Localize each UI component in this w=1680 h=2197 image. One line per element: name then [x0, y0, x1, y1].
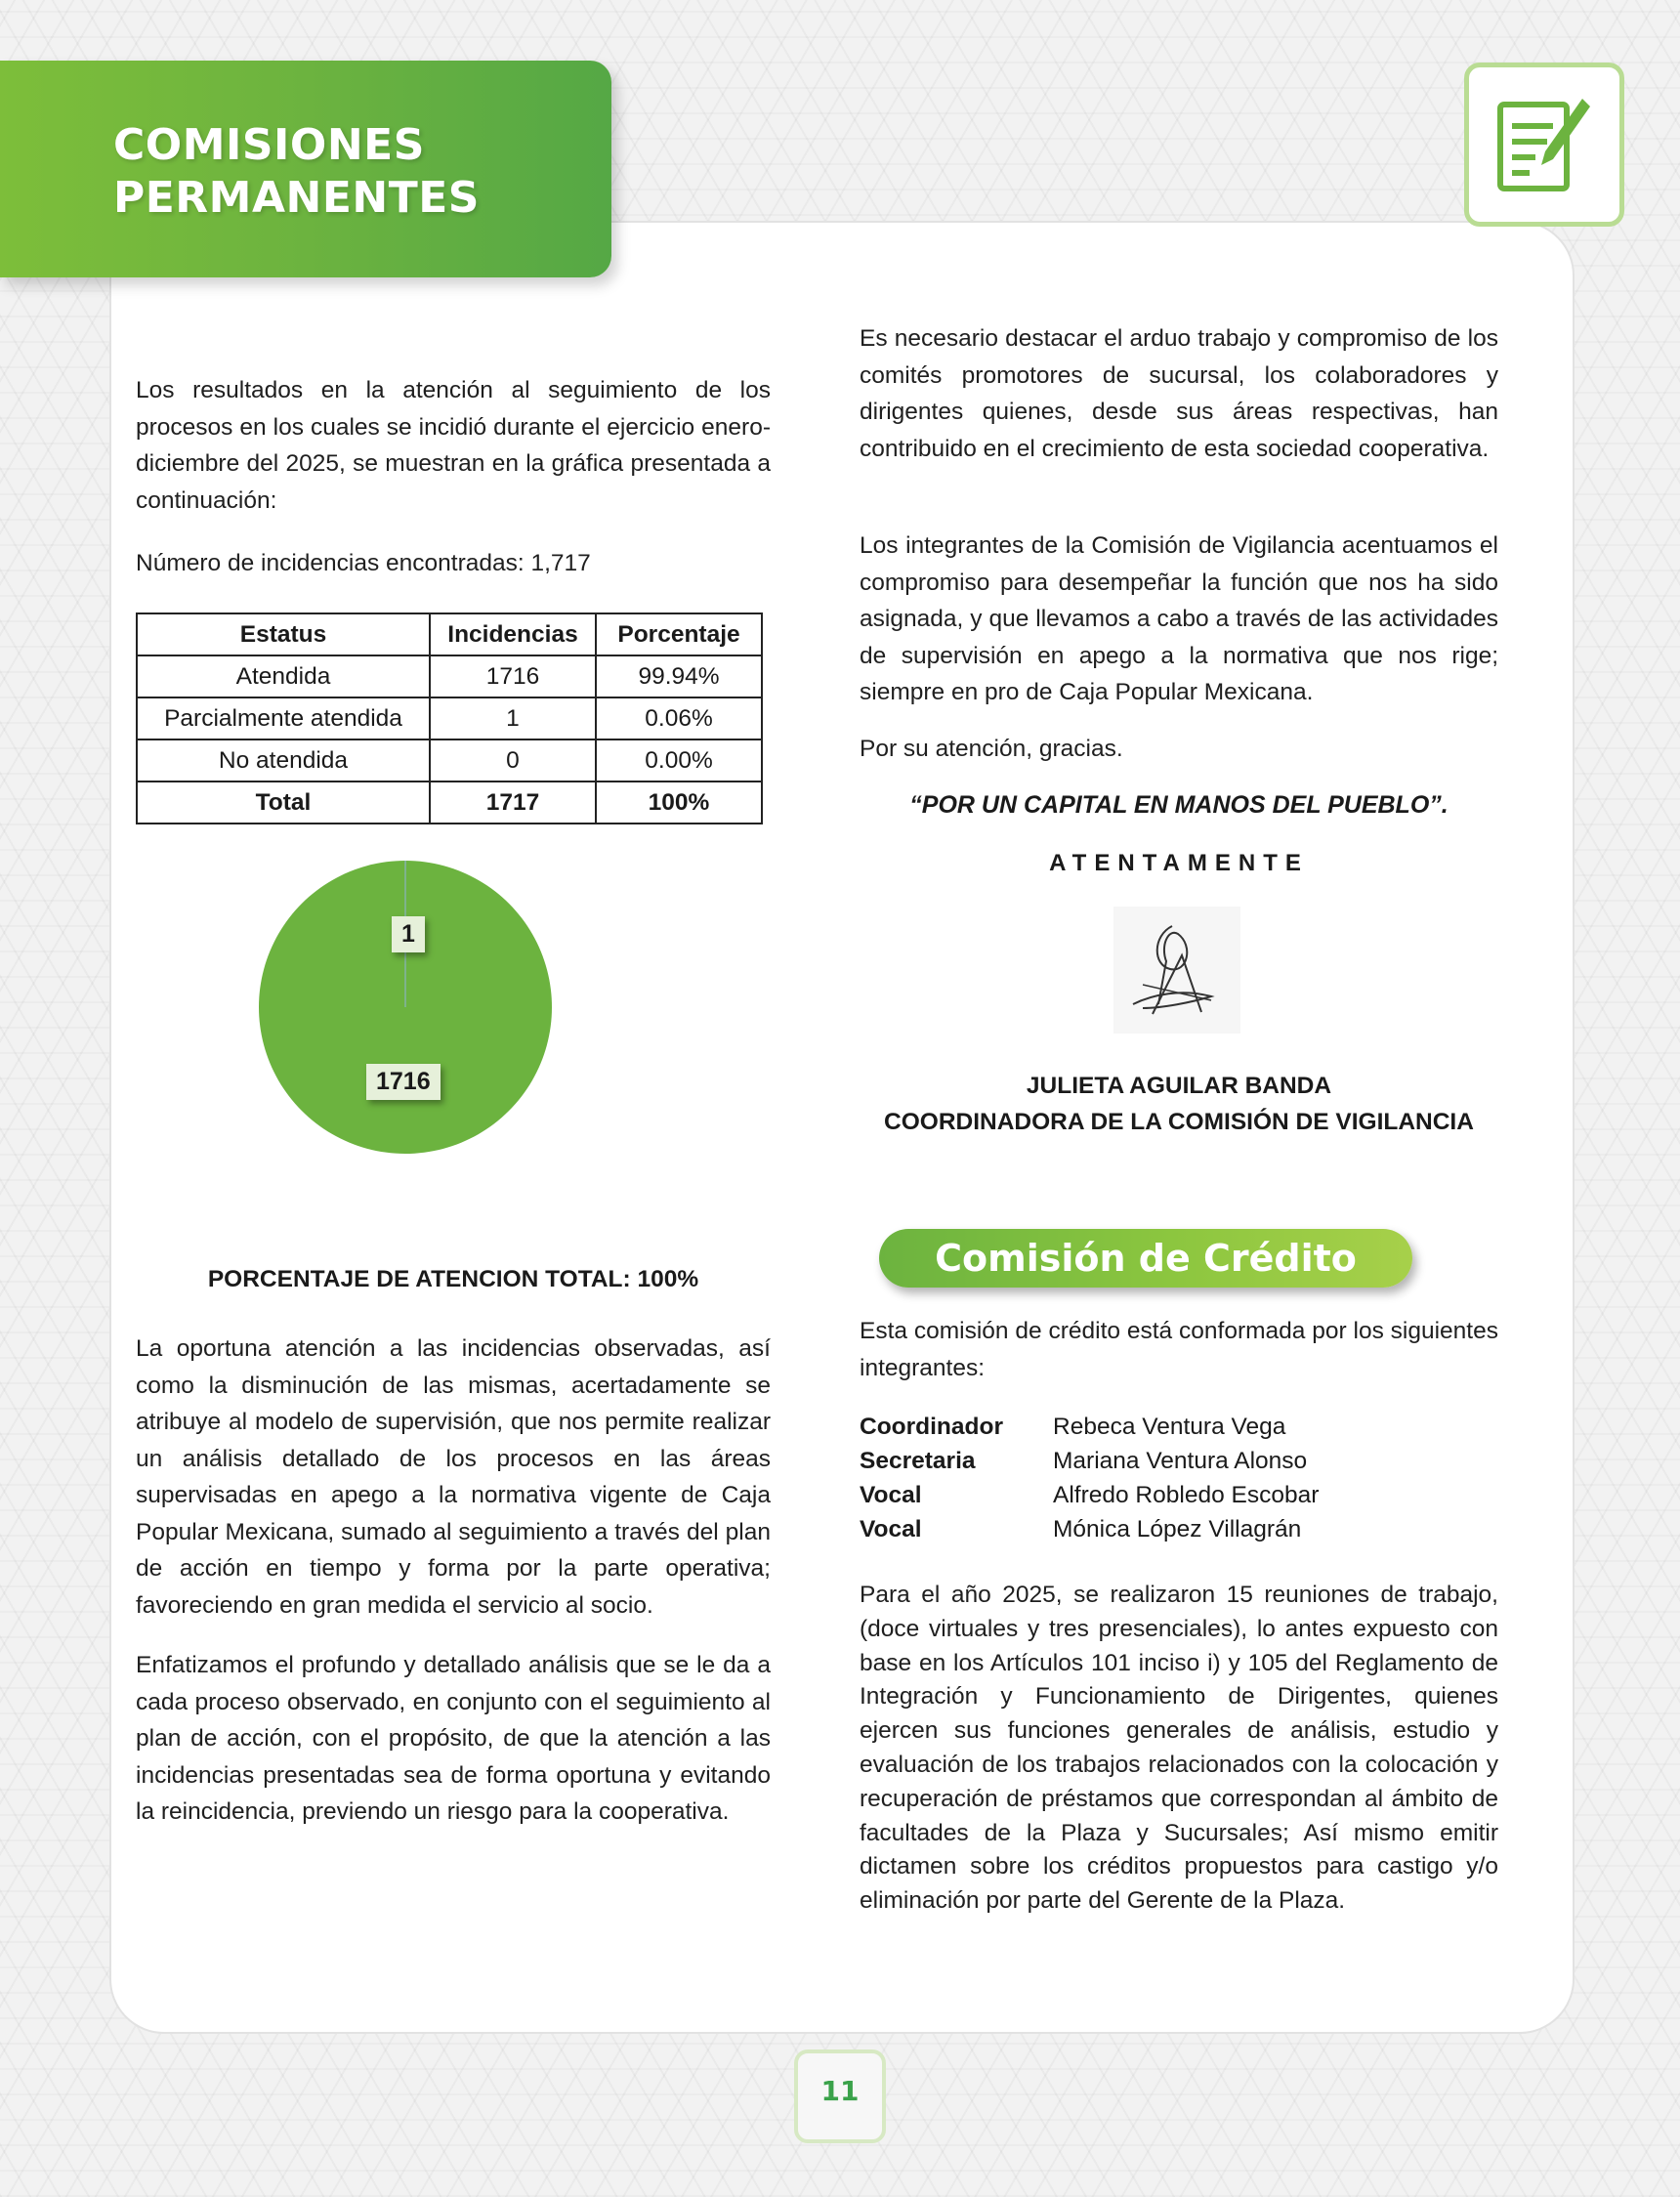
member-row — [860, 1410, 1319, 1444]
cell-status: Atendida — [137, 655, 430, 697]
cell-total-percentage: 100% — [596, 782, 762, 824]
page-number: 11 — [820, 2075, 860, 2107]
member-role: Secretaria — [860, 1448, 976, 1474]
right-paragraph-1: Es necesario destacar el arduo trabajo y compromiso de los comités promotores de sucursal, los colaboradores y dirigentes quienes, desde sus áreas respectivas, han contribuido en el crecimiento de esta sociedad cooperativa. — [860, 325, 1498, 462]
cell-incidences: 1716 — [430, 655, 596, 697]
member-role: Vocal — [860, 1482, 922, 1508]
signer-name: JULIETA AGUILAR BANDA — [1026, 1073, 1332, 1099]
header-incidences: Incidencias — [430, 613, 596, 655]
cell-total-incidences: 1717 — [430, 782, 596, 824]
member-role: Coordinador — [860, 1414, 1003, 1440]
page-title: COMISIONES PERMANENTES — [113, 120, 480, 223]
cell-percentage: 0.00% — [596, 739, 762, 782]
signer-block — [860, 1068, 1498, 1140]
table-row — [137, 697, 762, 739]
table-row — [137, 739, 762, 782]
credit-intro: Esta comisión de crédito está conformada por los siguientes integrantes: — [860, 1318, 1498, 1381]
intro-paragraph: Los resultados en la atención al seguimiento de los procesos en los cuales se incidió durante el ejercicio enero-diciembre del 2025, se muestran en la gráfica presentada a continuación: — [136, 377, 771, 514]
member-name: Mónica López Villagrán — [1053, 1516, 1302, 1542]
pie-label-attended: 1716 — [366, 1064, 441, 1100]
member-name: Rebeca Ventura Vega — [1053, 1414, 1286, 1440]
member-row — [860, 1512, 1319, 1546]
cell-status: Parcialmente atendida — [137, 697, 430, 739]
table-row — [137, 655, 762, 697]
signature-image — [1113, 907, 1240, 1034]
cell-percentage: 99.94% — [596, 655, 762, 697]
table-header-row — [137, 613, 762, 655]
document-edit-icon — [1464, 63, 1624, 227]
cell-status: No atendida — [137, 739, 430, 782]
incidences-table — [136, 613, 763, 824]
pie-chart-svg — [258, 860, 553, 1155]
member-role: Vocal — [860, 1516, 922, 1542]
member-row — [860, 1478, 1319, 1512]
cell-percentage: 0.06% — [596, 697, 762, 739]
pie-label-partial: 1 — [392, 916, 425, 952]
credit-title: Comisión de Crédito — [879, 1229, 1412, 1288]
motto: “POR UN CAPITAL EN MANOS DEL PUEBLO”. — [909, 791, 1449, 819]
percent-total-heading: PORCENTAJE DE ATENCION TOTAL: 100% — [207, 1266, 699, 1292]
member-row — [860, 1444, 1319, 1478]
signer-position: COORDINADORA DE LA COMISIÓN DE VIGILANCIA — [884, 1109, 1474, 1135]
cell-incidences: 0 — [430, 739, 596, 782]
pie-chart — [258, 860, 553, 1155]
incidences-count: Número de incidencias encontradas: 1,717 — [136, 550, 591, 576]
left-paragraph-2: Enfatizamos el profundo y detallado análisis que se le da a cada proceso observado, en conjunto con el seguimiento al plan de acción, con el propósito, de que la atención a las incidencias presentadas sea de forma oportuna y evitando la reincidencia, previendo un riesgo para la cooperativa. — [136, 1652, 771, 1825]
cell-total-label: Total — [137, 782, 430, 824]
header-percentage: Porcentaje — [596, 613, 762, 655]
right-paragraph-3: Por su atención, gracias. — [860, 736, 1123, 762]
cell-incidences: 1 — [430, 697, 596, 739]
table-total-row — [137, 782, 762, 824]
member-name: Mariana Ventura Alonso — [1053, 1448, 1308, 1474]
header-status: Estatus — [137, 613, 430, 655]
right-paragraph-2: Los integrantes de la Comisión de Vigilancia acentuamos el compromiso para desempeñar la función que nos ha sido asignada, y que llevamos a cabo a través de las actividades de supervisión en apego a la normativa que nos rige; siempre en pro de Caja Popular Mexicana. — [860, 532, 1498, 705]
credit-paragraph: Para el año 2025, se realizaron 15 reuniones de trabajo, (doce virtuales y tres presenciales), lo antes expuesto con base en los Artículos 101 inciso i) y 105 del Reglamento de Integración y Funcionamiento de Dirigentes, quienes ejercen sus funciones generales de análisis, estudio y evaluación de los trabajos relacionados con la colocación y recuperación de préstamos que correspondan al ámbito de facultades de la Plaza y Sucursales; Así mismo emitir dictamen sobre los créditos propuestos para castigo y/o eliminación por parte del Gerente de la Plaza. — [860, 1582, 1498, 1915]
credit-members — [860, 1410, 1319, 1546]
closing: ATENTAMENTE — [1049, 850, 1309, 876]
left-paragraph-1: La oportuna atención a las incidencias observadas, así como la disminución de las mismas, acertadamente se atribuye al modelo de supervisión, que nos permite realizar un análisis detallado de los procesos en las áreas supervisadas en apego a la normativa vigente de Caja Popular Mexicana, sumado al seguimiento a través del plan de acción en tiempo y forma por la parte operativa; favoreciendo en gran medida el servicio al socio. — [136, 1335, 771, 1619]
member-name: Alfredo Robledo Escobar — [1053, 1482, 1320, 1508]
